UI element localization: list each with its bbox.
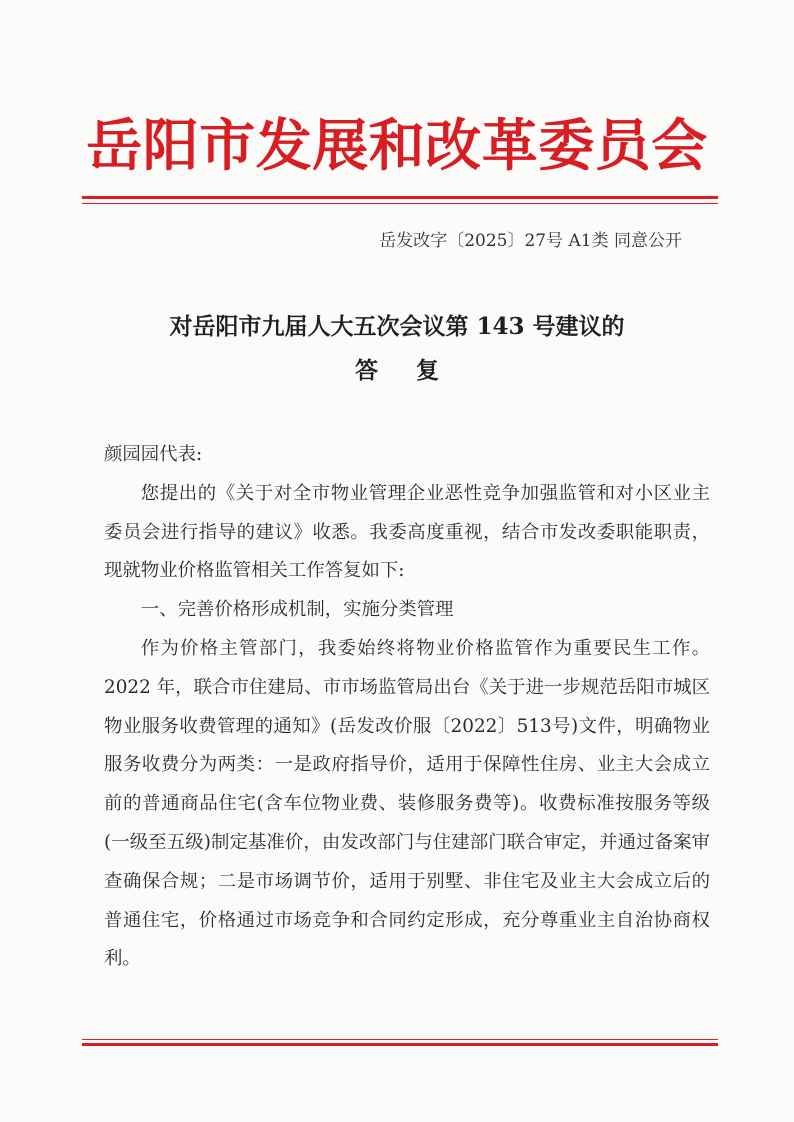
document-title-line1: 对岳阳市九届人大五次会议第 143 号建议的 xyxy=(169,313,625,340)
footer-rule-thick xyxy=(82,1043,718,1046)
salutation: 颜园园代表: xyxy=(104,444,203,465)
document-title-line2: 答复 xyxy=(355,357,477,384)
document-body xyxy=(104,436,710,979)
section-heading-1: 一、完善价格形成机制，实施分类管理 xyxy=(140,599,454,621)
masthead-rule-thick xyxy=(82,196,718,199)
paragraph-intro: 您提出的《关于对全市物业管理企业恶性竞争加强监管和对小区业主委员会进行指导的建议》收悉。我委高度重视，结合市发改委职能职责，现就物业价格监管相关工作答复如下: xyxy=(104,482,710,582)
masthead-rule-thin xyxy=(82,203,718,204)
paragraph-pricing: 作为价格主管部门，我委始终将物业价格监管作为重要民生工作。2022 年，联合市住建局、市市场监管局出台《关于进一步规范岳阳市城区物业服务收费管理的通知》(岳发改价服〔2022〕513号)文件，明确物业服务收费分为两类：一是政府指导价，适用于保障性住房、业主大会成立前的普通商品住宅(含车位物业费、装修服务费等)。收费标准按服务等级(一级至五级)制定基准价，由发改部门与住建部门联合审定，并通过备案审查确保合规；二是市场调节价，适用于别墅、非住宅及业主大会成立后的普通住宅，价格通过市场竞争和合同约定形成，充分尊重业主自治协商权利。 xyxy=(104,637,710,970)
document-number: 岳发改字〔2025〕27号 A1类 同意公开 xyxy=(379,231,682,251)
agency-masthead: 岳阳市发展和改革委员会 xyxy=(86,113,708,179)
footer-rule-thin xyxy=(82,1039,718,1040)
